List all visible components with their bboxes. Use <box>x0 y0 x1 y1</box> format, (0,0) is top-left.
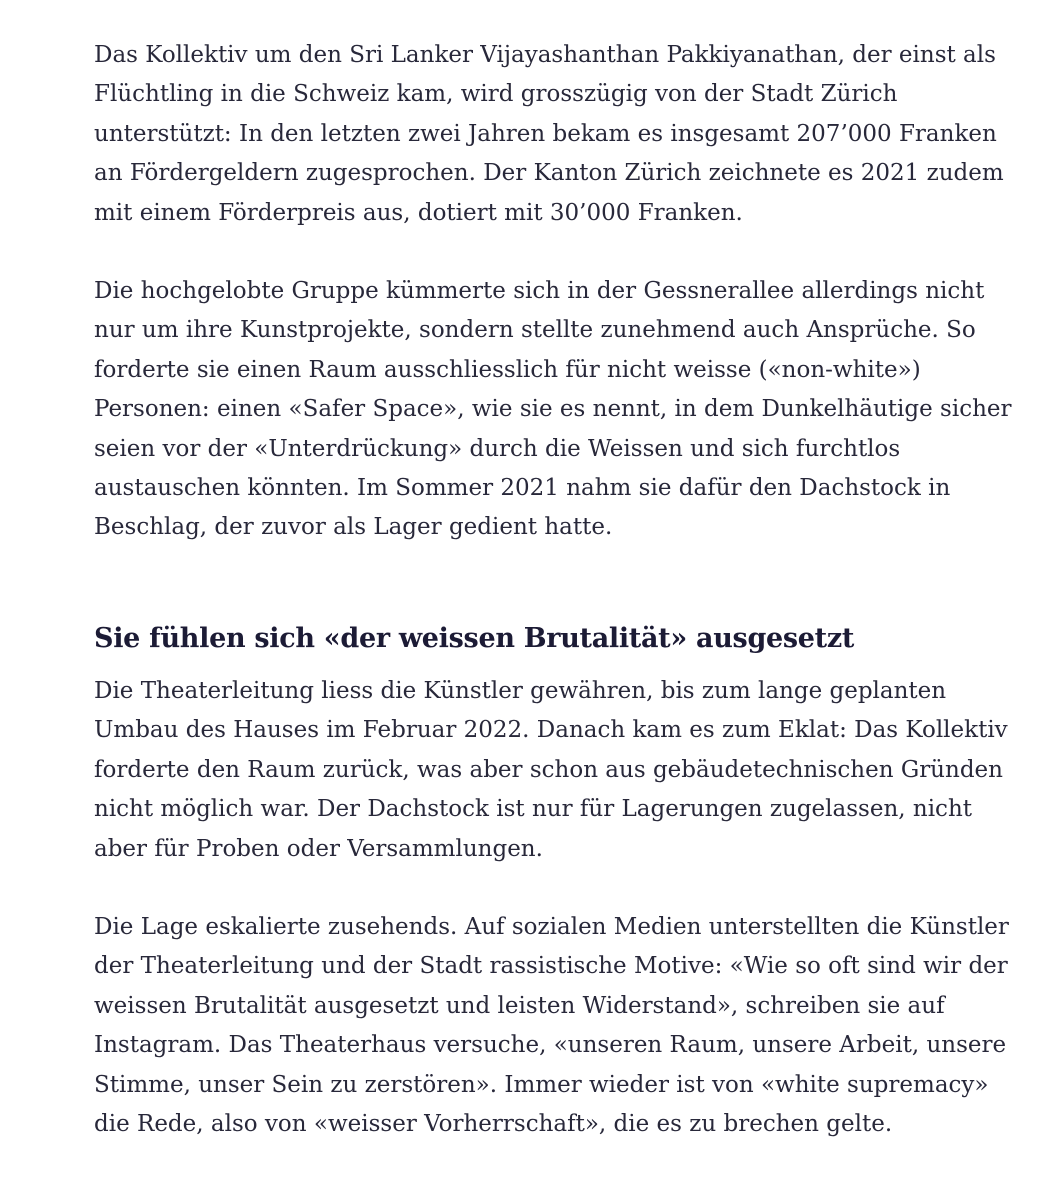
text-line: mit einem Förderpreis aus, dotiert mit 30’000 Franken. <box>94 199 743 226</box>
text-line: Die hochgelobte Gruppe kümmerte sich in der Gessnerallee allerdings nicht <box>94 278 985 305</box>
article-paragraph <box>94 908 1009 1144</box>
article-body <box>94 36 1012 1144</box>
text-line: seien vor der «Unterdrückung» durch die Weissen und sich furchtlos <box>94 435 901 462</box>
text-line: Die Lage eskalierte zusehends. Auf sozialen Medien unterstellten die Künstler <box>94 913 1009 940</box>
text-line: Das Kollektiv um den Sri Lanker Vijayashanthan Pakkiyanathan, der einst als <box>94 42 996 68</box>
section-subheading: Sie fühlen sich «der weissen Brutalität» ausgesetzt <box>94 622 855 654</box>
text-line: austauschen könnten. Im Sommer 2021 nahm sie dafür den Dachstock in <box>94 475 951 502</box>
text-line: die Rede, also von «weisser Vorherrschaft», die es zu brechen gelte. <box>94 1110 893 1137</box>
text-line: Stimme, unser Sein zu zerstören». Immer wieder ist von «white supremacy» <box>94 1071 989 1098</box>
text-line: weissen Brutalität ausgesetzt und leisten Widerstand», schreiben sie auf <box>94 992 945 1019</box>
text-line: Instagram. Das Theaterhaus versuche, «unseren Raum, unsere Arbeit, unsere <box>94 1032 1007 1059</box>
text-line: unterstützt: In den letzten zwei Jahren bekam es insgesamt 207’000 Franken <box>94 120 997 147</box>
text-line: Personen: einen «Safer Space», wie sie es nennt, in dem Dunkelhäutige sicher <box>94 396 1012 423</box>
text-line: nur um ihre Kunstprojekte, sondern stellte zunehmend auch Ansprüche. So <box>94 317 976 344</box>
text-line: aber für Proben oder Versammlungen. <box>94 835 543 862</box>
article-paragraph <box>94 272 1012 548</box>
article-paragraph <box>94 672 1008 869</box>
article-paragraph <box>94 36 1004 233</box>
text-line: an Fördergeldern zugesprochen. Der Kanton Zürich zeichnete es 2021 zudem <box>94 160 1004 187</box>
text-line: nicht möglich war. Der Dachstock ist nur für Lagerungen zugelassen, nicht <box>94 796 972 823</box>
text-line: der Theaterleitung und der Stadt rassistische Motive: «Wie so oft sind wir der <box>94 953 1008 980</box>
text-line: Die Theaterleitung liess die Künstler gewähren, bis zum lange geplanten <box>94 677 947 704</box>
text-line: forderte sie einen Raum ausschliesslich für nicht weisse («non-white») <box>94 356 921 383</box>
text-line: forderte den Raum zurück, was aber schon aus gebäudetechnischen Gründen <box>94 756 1003 783</box>
text-line: Umbau des Hauses im Februar 2022. Danach kam es zum Eklat: Das Kollektiv <box>94 717 1008 744</box>
text-line: Beschlag, der zuvor als Lager gedient hatte. <box>94 514 613 541</box>
text-line: Flüchtling in die Schweiz kam, wird grosszügig von der Stadt Zürich <box>94 81 898 108</box>
